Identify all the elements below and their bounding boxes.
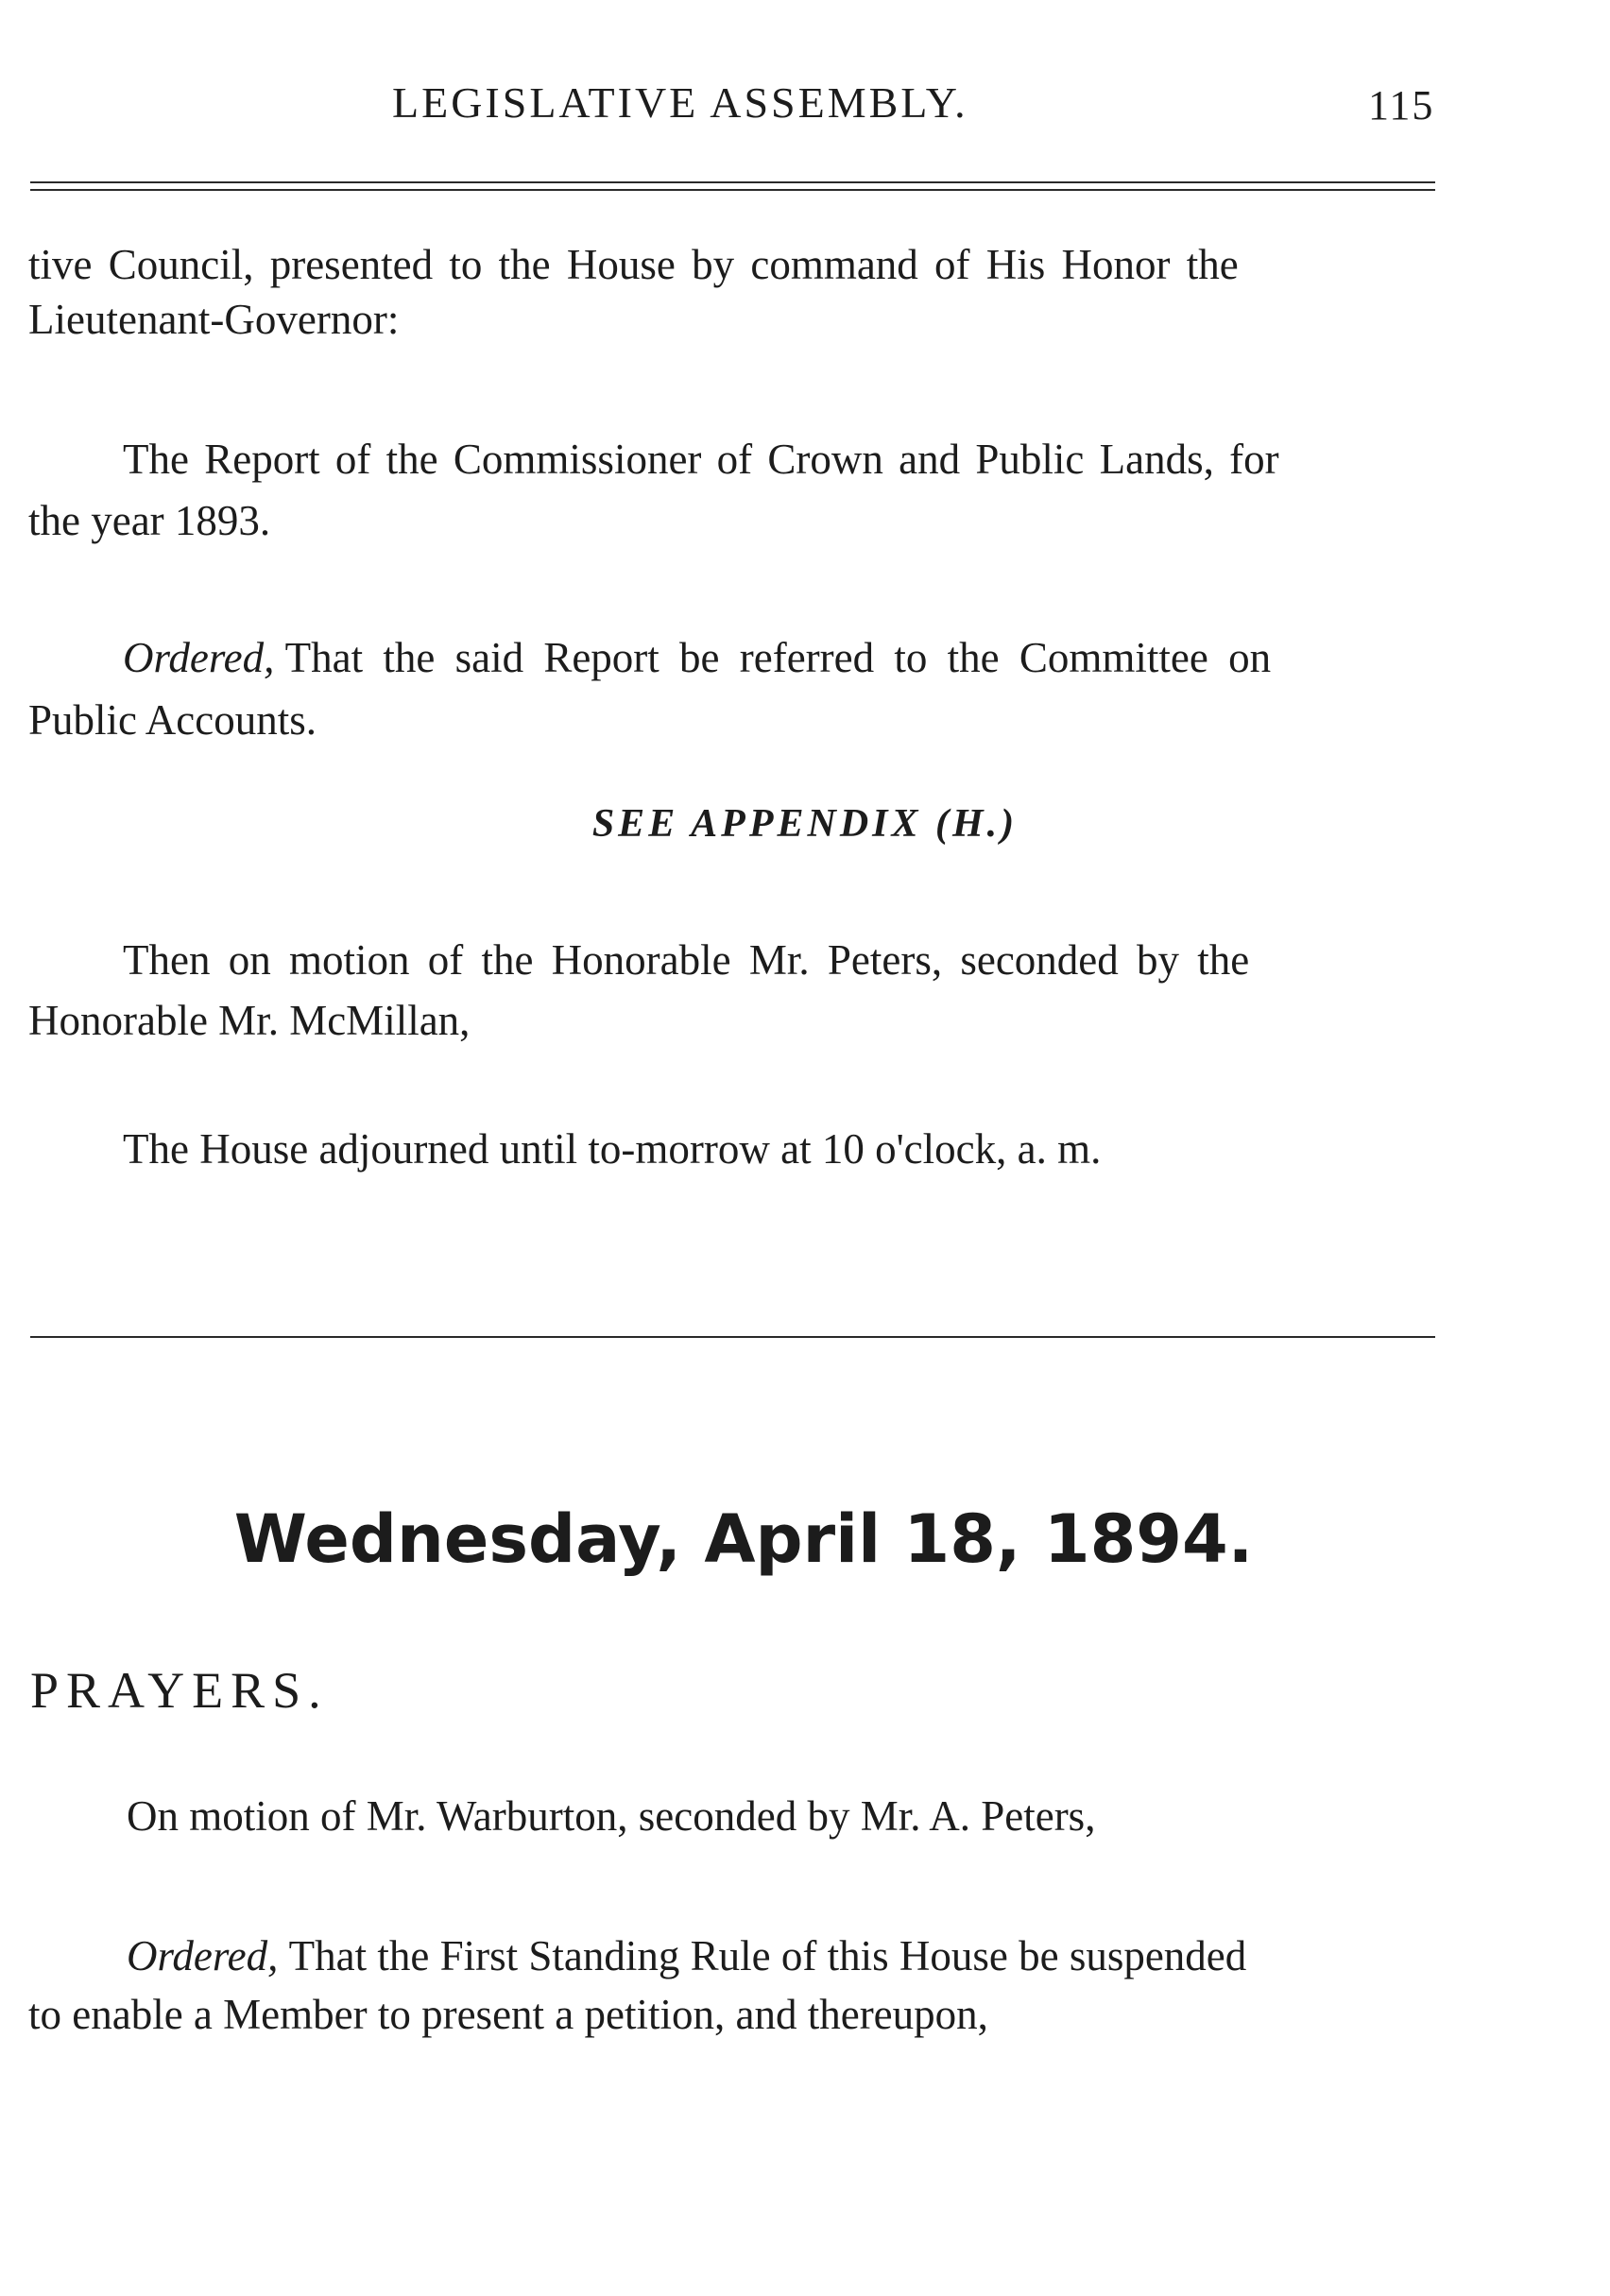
paragraph-6-line-1: On motion of Mr. Warburton, seconded by Mr. A. Peters, — [127, 1792, 1096, 1840]
paragraph-3-line-1 — [123, 634, 1272, 681]
paragraph-4-line-1: Then on motion of the Honorable Mr. Peters, seconded by the — [123, 936, 1250, 984]
paragraph-1-line-2: Lieutenant-Governor: — [28, 296, 400, 343]
ordered-label: Ordered, — [123, 634, 285, 681]
paragraph-3-line-2: Public Accounts. — [28, 696, 317, 744]
page-number: 115 — [1368, 82, 1435, 129]
paragraph-4-line-2: Honorable Mr. McMillan, — [28, 997, 471, 1044]
paragraph-7-line-1-text: That the First Standing Rule of this House be suspended — [288, 1932, 1247, 1979]
header-rule-top — [30, 181, 1435, 183]
paragraph-5-line-1: The House adjourned until to-morrow at 10 o'clock, a. m. — [123, 1125, 1102, 1173]
paragraph-2-line-2: the year 1893. — [28, 497, 271, 544]
appendix-heading: SEE APPENDIX (H.) — [591, 802, 1019, 846]
paragraph-2-line-1: The Report of the Commissioner of Crown and Public Lands, for — [123, 436, 1279, 483]
paragraph-7-line-2: to enable a Member to present a petition, and thereupon, — [28, 1991, 988, 2038]
prayers-heading: PRAYERS. — [30, 1662, 329, 1719]
header-rule-bottom — [30, 189, 1435, 191]
paragraph-1-line-1 — [28, 241, 1446, 288]
section-divider — [30, 1336, 1435, 1338]
ordered-label-2: Ordered, — [127, 1932, 289, 1979]
paragraph-7-line-1 — [127, 1932, 1247, 1979]
paragraph-3-line-1-text: That the said Report be referred to the Committee on — [284, 634, 1272, 681]
date-heading: Wednesday, April 18, 1894. — [233, 1500, 1254, 1578]
paragraph-1-line-1-text: tive Council, presented to the House by command of His Honor the — [28, 241, 1239, 288]
running-title: LEGISLATIVE ASSEMBLY. — [392, 78, 968, 127]
